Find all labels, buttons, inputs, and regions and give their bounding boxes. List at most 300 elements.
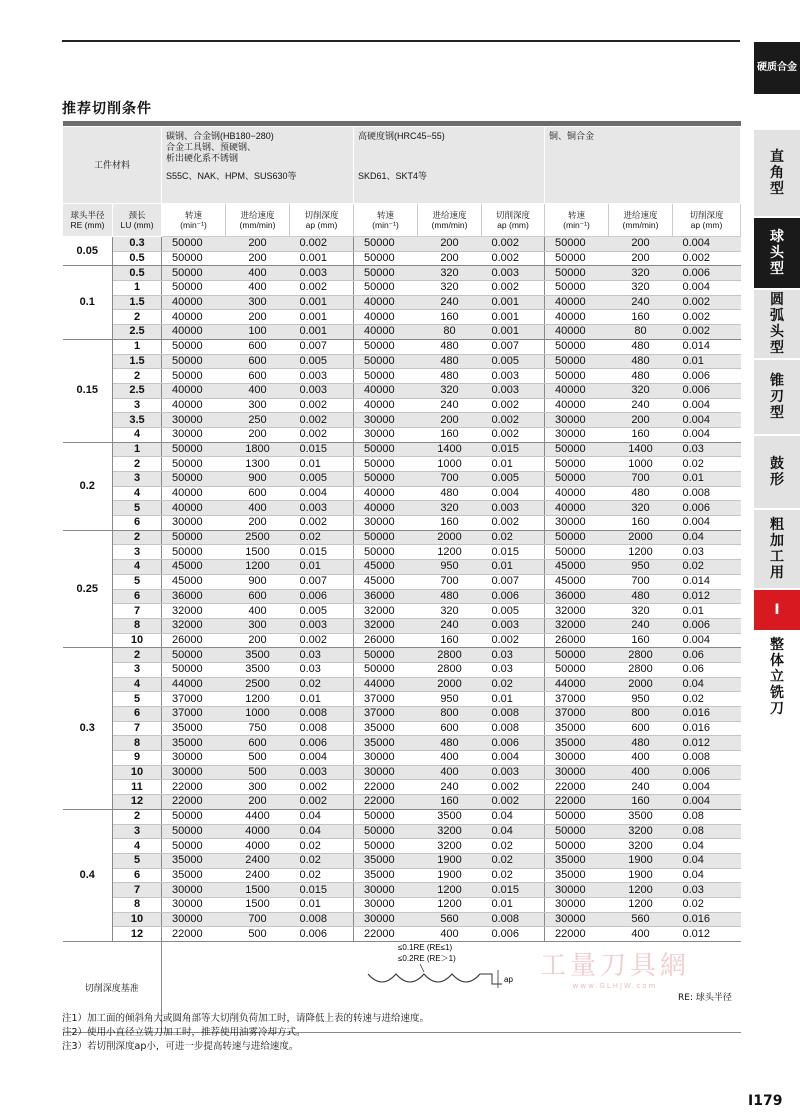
material-2-grades: SKD61、SKT4等 — [358, 171, 428, 181]
table-cell: 950 — [609, 692, 673, 707]
table-cell: 950 — [418, 692, 482, 707]
table-cell: 50000 — [162, 545, 226, 560]
table-cell: 200 — [226, 310, 290, 325]
sidebar-item-2[interactable] — [754, 218, 800, 288]
lu-value: 12 — [113, 927, 162, 942]
table-cell: 50000 — [162, 251, 226, 266]
lu-value: 7 — [113, 883, 162, 898]
table-row — [63, 853, 741, 868]
table-cell: 160 — [418, 427, 482, 442]
table-cell: 50000 — [354, 237, 418, 252]
table-cell: 160 — [609, 516, 673, 531]
table-cell: 40000 — [162, 501, 226, 516]
table-row — [63, 530, 741, 545]
table-cell: 0.008 — [482, 912, 545, 927]
table-cell: 80 — [609, 325, 673, 340]
table-cell: 2800 — [418, 648, 482, 663]
table-cell: 0.005 — [482, 354, 545, 369]
table-cell: 45000 — [162, 574, 226, 589]
table-cell: 30000 — [354, 427, 418, 442]
table-cell: 32000 — [354, 604, 418, 619]
table-cell: 50000 — [162, 839, 226, 854]
table-cell: 0.06 — [673, 648, 741, 663]
table-cell: 50000 — [162, 354, 226, 369]
table-cell: 32000 — [545, 604, 609, 619]
table-cell: 50000 — [162, 339, 226, 354]
sidebar-item-label: 粗加工用 — [770, 517, 784, 581]
table-cell: 400 — [418, 765, 482, 780]
table-cell: 0.002 — [290, 281, 354, 296]
table-cell: 0.02 — [482, 853, 545, 868]
table-cell: 0.003 — [482, 266, 545, 281]
table-cell: 32000 — [162, 604, 226, 619]
table-cell: 0.001 — [290, 295, 354, 310]
table-cell: 30000 — [354, 516, 418, 531]
table-cell: 320 — [609, 266, 673, 281]
table-cell: 35000 — [162, 721, 226, 736]
table-cell: 2000 — [609, 677, 673, 692]
table-cell: 44000 — [545, 677, 609, 692]
table-cell: 700 — [418, 574, 482, 589]
material-2 — [354, 127, 545, 204]
table-cell: 0.003 — [482, 765, 545, 780]
ap-label: ap — [504, 975, 513, 984]
table-row — [63, 897, 741, 912]
table-cell: 400 — [226, 604, 290, 619]
table-cell: 0.002 — [290, 780, 354, 795]
table-cell: 30000 — [162, 883, 226, 898]
table-cell: 0.08 — [673, 824, 741, 839]
table-cell: 900 — [226, 472, 290, 487]
table-cell: 50000 — [162, 281, 226, 296]
table-cell: 1200 — [226, 692, 290, 707]
lu-value: 3 — [113, 398, 162, 413]
table-cell: 160 — [609, 633, 673, 648]
table-row — [63, 707, 741, 722]
table-cell: 0.01 — [290, 560, 354, 575]
table-cell: 45000 — [354, 560, 418, 575]
sidebar-item-8[interactable] — [754, 632, 800, 722]
table-cell: 0.014 — [673, 339, 741, 354]
table-cell: 50000 — [162, 369, 226, 384]
table-row — [63, 251, 741, 266]
lu-value: 8 — [113, 897, 162, 912]
table-cell: 1900 — [609, 853, 673, 868]
table-cell: 40000 — [545, 310, 609, 325]
table-cell: 40000 — [354, 295, 418, 310]
table-cell: 45000 — [162, 560, 226, 575]
lu-value: 0.5 — [113, 251, 162, 266]
table-cell: 50000 — [162, 648, 226, 663]
table-cell: 0.006 — [673, 369, 741, 384]
lu-value: 2 — [113, 310, 162, 325]
table-row — [63, 604, 741, 619]
table-cell: 40000 — [354, 383, 418, 398]
sidebar-item-label: 直角型 — [770, 149, 784, 197]
lu-value: 4 — [113, 427, 162, 442]
table-row — [63, 369, 741, 384]
table-cell: 0.002 — [482, 427, 545, 442]
table-cell: 30000 — [545, 413, 609, 428]
table-cell: 2000 — [418, 530, 482, 545]
table-cell: 50000 — [545, 809, 609, 824]
table-cell: 160 — [418, 310, 482, 325]
table-cell: 0.003 — [482, 618, 545, 633]
lu-value: 2 — [113, 369, 162, 384]
table-cell: 0.001 — [482, 325, 545, 340]
depth-label: 切削深度基准 — [63, 942, 162, 1033]
table-cell: 0.002 — [482, 413, 545, 428]
table-cell: 200 — [609, 237, 673, 252]
table-cell: 50000 — [545, 839, 609, 854]
table-cell: 0.006 — [673, 618, 741, 633]
lu-value: 4 — [113, 839, 162, 854]
page-title: 推荐切削条件 — [62, 101, 152, 117]
table-cell: 30000 — [162, 516, 226, 531]
table-cell: 0.004 — [290, 486, 354, 501]
table-cell: 4000 — [226, 824, 290, 839]
table-cell: 0.002 — [482, 251, 545, 266]
table-cell: 500 — [226, 927, 290, 942]
table-cell: 0.003 — [482, 369, 545, 384]
lu-value: 1 — [113, 442, 162, 457]
table-cell: 40000 — [354, 310, 418, 325]
table-cell: 0.04 — [482, 824, 545, 839]
table-cell: 35000 — [545, 853, 609, 868]
table-cell: 0.002 — [290, 427, 354, 442]
table-cell: 35000 — [354, 736, 418, 751]
table-cell: 1900 — [609, 868, 673, 883]
lu-value: 6 — [113, 868, 162, 883]
table-cell: 240 — [609, 618, 673, 633]
table-cell: 0.005 — [290, 604, 354, 619]
table-cell: 32000 — [162, 618, 226, 633]
table-cell: 0.004 — [673, 398, 741, 413]
table-cell: 2400 — [226, 853, 290, 868]
table-cell: 0.004 — [673, 237, 741, 252]
table-cell: 200 — [418, 251, 482, 266]
lu-value: 1 — [113, 281, 162, 296]
lu-value: 3 — [113, 662, 162, 677]
table-cell: 0.004 — [482, 751, 545, 766]
table-cell: 50000 — [545, 824, 609, 839]
table-cell: 32000 — [354, 618, 418, 633]
table-cell: 3500 — [226, 648, 290, 663]
table-cell: 45000 — [545, 574, 609, 589]
depth-note-1: ≤0.1RE (RE≤1) — [398, 943, 453, 952]
table-cell: 30000 — [162, 751, 226, 766]
table-cell: 50000 — [354, 339, 418, 354]
table-cell: 50000 — [354, 530, 418, 545]
table-cell: 2500 — [226, 530, 290, 545]
table-cell: 0.003 — [290, 266, 354, 281]
table-cell: 0.006 — [673, 501, 741, 516]
table-cell: 1200 — [226, 560, 290, 575]
table-cell: 0.02 — [290, 868, 354, 883]
table-cell: 560 — [609, 912, 673, 927]
table-row — [63, 442, 741, 457]
table-cell: 480 — [609, 589, 673, 604]
col-head-speed-3: 转速 (min⁻¹) — [545, 204, 609, 237]
table-cell: 2000 — [418, 677, 482, 692]
table-cell: 240 — [418, 780, 482, 795]
table-cell: 26000 — [545, 633, 609, 648]
table-cell: 50000 — [162, 530, 226, 545]
surface-profile — [368, 974, 502, 984]
table-cell: 35000 — [354, 868, 418, 883]
table-cell: 0.002 — [482, 281, 545, 296]
table-cell: 0.01 — [673, 472, 741, 487]
table-cell: 0.002 — [673, 325, 741, 340]
table-cell: 1300 — [226, 457, 290, 472]
table-cell: 0.03 — [482, 662, 545, 677]
table-cell: 40000 — [545, 295, 609, 310]
footnotes — [62, 1012, 429, 1054]
table-cell: 0.006 — [290, 589, 354, 604]
table-cell: 30000 — [354, 912, 418, 927]
lu-value: 5 — [113, 501, 162, 516]
table-cell: 0.01 — [673, 604, 741, 619]
table-cell: 30000 — [545, 897, 609, 912]
table-cell: 30000 — [162, 765, 226, 780]
table-cell: 50000 — [354, 545, 418, 560]
table-cell: 0.003 — [290, 618, 354, 633]
table-cell: 600 — [226, 369, 290, 384]
table-cell: 1200 — [609, 883, 673, 898]
table-row — [63, 266, 741, 281]
table-cell: 0.004 — [673, 780, 741, 795]
table-cell: 22000 — [162, 927, 226, 942]
lu-value: 7 — [113, 604, 162, 619]
table-cell: 40000 — [354, 398, 418, 413]
table-cell: 0.004 — [673, 633, 741, 648]
table-cell: 50000 — [354, 251, 418, 266]
table-cell: 0.01 — [482, 457, 545, 472]
table-cell: 0.007 — [290, 574, 354, 589]
table-cell: 0.006 — [482, 736, 545, 751]
table-cell: 40000 — [545, 486, 609, 501]
table-cell: 300 — [226, 780, 290, 795]
table-row — [63, 501, 741, 516]
lu-value: 0.3 — [113, 237, 162, 252]
lu-value: 3 — [113, 472, 162, 487]
table-cell: 0.008 — [290, 707, 354, 722]
table-cell: 0.02 — [290, 677, 354, 692]
table-row — [63, 648, 741, 663]
table-cell: 50000 — [545, 472, 609, 487]
lu-value: 10 — [113, 765, 162, 780]
sidebar-item-label: 锥刃型 — [770, 373, 784, 421]
table-cell: 50000 — [545, 354, 609, 369]
lu-value: 4 — [113, 486, 162, 501]
sidebar-item-3[interactable] — [754, 290, 800, 358]
table-cell: 400 — [609, 927, 673, 942]
table-cell: 30000 — [162, 897, 226, 912]
lu-value: 9 — [113, 751, 162, 766]
table-cell: 50000 — [354, 648, 418, 663]
table-cell: 300 — [226, 398, 290, 413]
table-cell: 3500 — [418, 809, 482, 824]
table-cell: 3500 — [609, 809, 673, 824]
table-cell: 35000 — [354, 721, 418, 736]
table-cell: 240 — [609, 398, 673, 413]
table-row — [63, 457, 741, 472]
material-1-line-2: 合金工具钢、预硬钢、 — [166, 142, 257, 152]
table-cell: 30000 — [545, 427, 609, 442]
table-cell: 240 — [418, 618, 482, 633]
table-cell: 480 — [418, 369, 482, 384]
table-cell: 50000 — [545, 457, 609, 472]
table-cell: 1400 — [609, 442, 673, 457]
table-cell: 0.002 — [290, 795, 354, 810]
table-cell: 800 — [418, 707, 482, 722]
table-cell: 40000 — [354, 486, 418, 501]
table-cell: 0.005 — [290, 472, 354, 487]
table-cell: 0.014 — [673, 574, 741, 589]
table-cell: 1400 — [418, 442, 482, 457]
table-cell: 480 — [609, 369, 673, 384]
re-value: 0.3 — [63, 648, 113, 810]
table-cell: 0.04 — [673, 530, 741, 545]
col-head-speed-2: 转速 (min⁻¹) — [354, 204, 418, 237]
table-row — [63, 413, 741, 428]
table-row — [63, 560, 741, 575]
table-cell: 0.002 — [290, 413, 354, 428]
table-cell: 40000 — [162, 398, 226, 413]
table-cell: 2400 — [226, 868, 290, 883]
table-cell: 0.015 — [482, 883, 545, 898]
table-cell: 0.02 — [673, 692, 741, 707]
table-cell: 0.01 — [482, 692, 545, 707]
table-cell: 35000 — [545, 868, 609, 883]
re-value: 0.05 — [63, 237, 113, 266]
table-cell: 0.06 — [673, 662, 741, 677]
table-cell: 1200 — [609, 897, 673, 912]
table-cell: 22000 — [545, 795, 609, 810]
re-value: 0.4 — [63, 809, 113, 941]
table-cell: 1900 — [418, 853, 482, 868]
table-row — [63, 692, 741, 707]
depth-note-2: ≤0.2RE (RE＞1) — [398, 954, 456, 963]
table-cell: 0.02 — [673, 897, 741, 912]
table-row — [63, 325, 741, 340]
table-cell: 400 — [609, 751, 673, 766]
table-cell: 0.001 — [290, 251, 354, 266]
table-cell: 4400 — [226, 809, 290, 824]
table-cell: 30000 — [545, 912, 609, 927]
table-cell: 400 — [418, 751, 482, 766]
lu-value: 0.5 — [113, 266, 162, 281]
table-cell: 50000 — [162, 457, 226, 472]
table-cell: 0.04 — [673, 839, 741, 854]
table-cell: 0.015 — [290, 442, 354, 457]
table-row — [63, 310, 741, 325]
table-cell: 0.016 — [673, 721, 741, 736]
table-cell: 0.004 — [673, 795, 741, 810]
sidebar-item-label: 球头型 — [770, 229, 784, 277]
cutting-conditions-table-wrap — [62, 121, 740, 1033]
table-cell: 0.006 — [290, 927, 354, 942]
table-cell: 0.02 — [673, 457, 741, 472]
table-cell: 400 — [226, 501, 290, 516]
table-cell: 0.02 — [290, 853, 354, 868]
table-cell: 37000 — [162, 692, 226, 707]
table-cell: 600 — [609, 721, 673, 736]
re-value: 0.15 — [63, 339, 113, 442]
table-cell: 1000 — [418, 457, 482, 472]
table-cell: 22000 — [354, 927, 418, 942]
table-cell: 50000 — [545, 530, 609, 545]
sidebar-item-6[interactable] — [754, 510, 800, 588]
watermark-url: www.GLHJW.com — [572, 982, 658, 990]
table-cell: 240 — [418, 295, 482, 310]
material-1-line-1: 碳钢、合金钢(HB180−280) — [166, 131, 274, 141]
table-cell: 1200 — [418, 545, 482, 560]
table-cell: 1500 — [226, 545, 290, 560]
table-row — [63, 383, 741, 398]
table-row — [63, 633, 741, 648]
table-cell: 0.004 — [673, 516, 741, 531]
table-cell: 50000 — [162, 662, 226, 677]
table-row — [63, 883, 741, 898]
table-cell: 50000 — [162, 266, 226, 281]
table-row — [63, 736, 741, 751]
table-cell: 40000 — [545, 325, 609, 340]
lu-value: 4 — [113, 560, 162, 575]
table-cell: 0.008 — [482, 721, 545, 736]
sidebar-item-4[interactable] — [754, 360, 800, 434]
table-cell: 50000 — [354, 457, 418, 472]
table-cell: 0.002 — [290, 398, 354, 413]
table-cell: 1800 — [226, 442, 290, 457]
table-cell: 600 — [226, 589, 290, 604]
table-cell: 950 — [609, 560, 673, 575]
table-cell: 200 — [609, 251, 673, 266]
table-cell: 37000 — [545, 707, 609, 722]
table-cell: 22000 — [354, 780, 418, 795]
table-cell: 40000 — [545, 383, 609, 398]
table-cell: 0.01 — [482, 560, 545, 575]
table-cell: 30000 — [545, 516, 609, 531]
table-cell: 37000 — [354, 692, 418, 707]
table-cell: 0.003 — [290, 501, 354, 516]
sidebar-item-5[interactable] — [754, 436, 800, 508]
table-cell: 0.04 — [482, 809, 545, 824]
table-row — [63, 839, 741, 854]
table-cell: 50000 — [545, 251, 609, 266]
lu-value: 6 — [113, 516, 162, 531]
sidebar-item-1[interactable] — [754, 130, 800, 216]
table-cell: 0.003 — [482, 501, 545, 516]
table-cell: 0.002 — [673, 251, 741, 266]
table-row — [63, 868, 741, 883]
table-cell: 200 — [418, 237, 482, 252]
table-cell: 50000 — [545, 281, 609, 296]
lu-value: 12 — [113, 795, 162, 810]
table-cell: 600 — [226, 339, 290, 354]
table-cell: 0.002 — [290, 516, 354, 531]
table-cell: 50000 — [354, 839, 418, 854]
sidebar-item-7[interactable] — [754, 590, 800, 630]
table-cell: 0.04 — [673, 868, 741, 883]
table-cell: 35000 — [545, 721, 609, 736]
table-cell: 0.08 — [673, 809, 741, 824]
table-cell: 50000 — [354, 472, 418, 487]
table-cell: 320 — [609, 501, 673, 516]
lu-value: 3 — [113, 824, 162, 839]
table-cell: 30000 — [545, 765, 609, 780]
lu-value: 5 — [113, 692, 162, 707]
